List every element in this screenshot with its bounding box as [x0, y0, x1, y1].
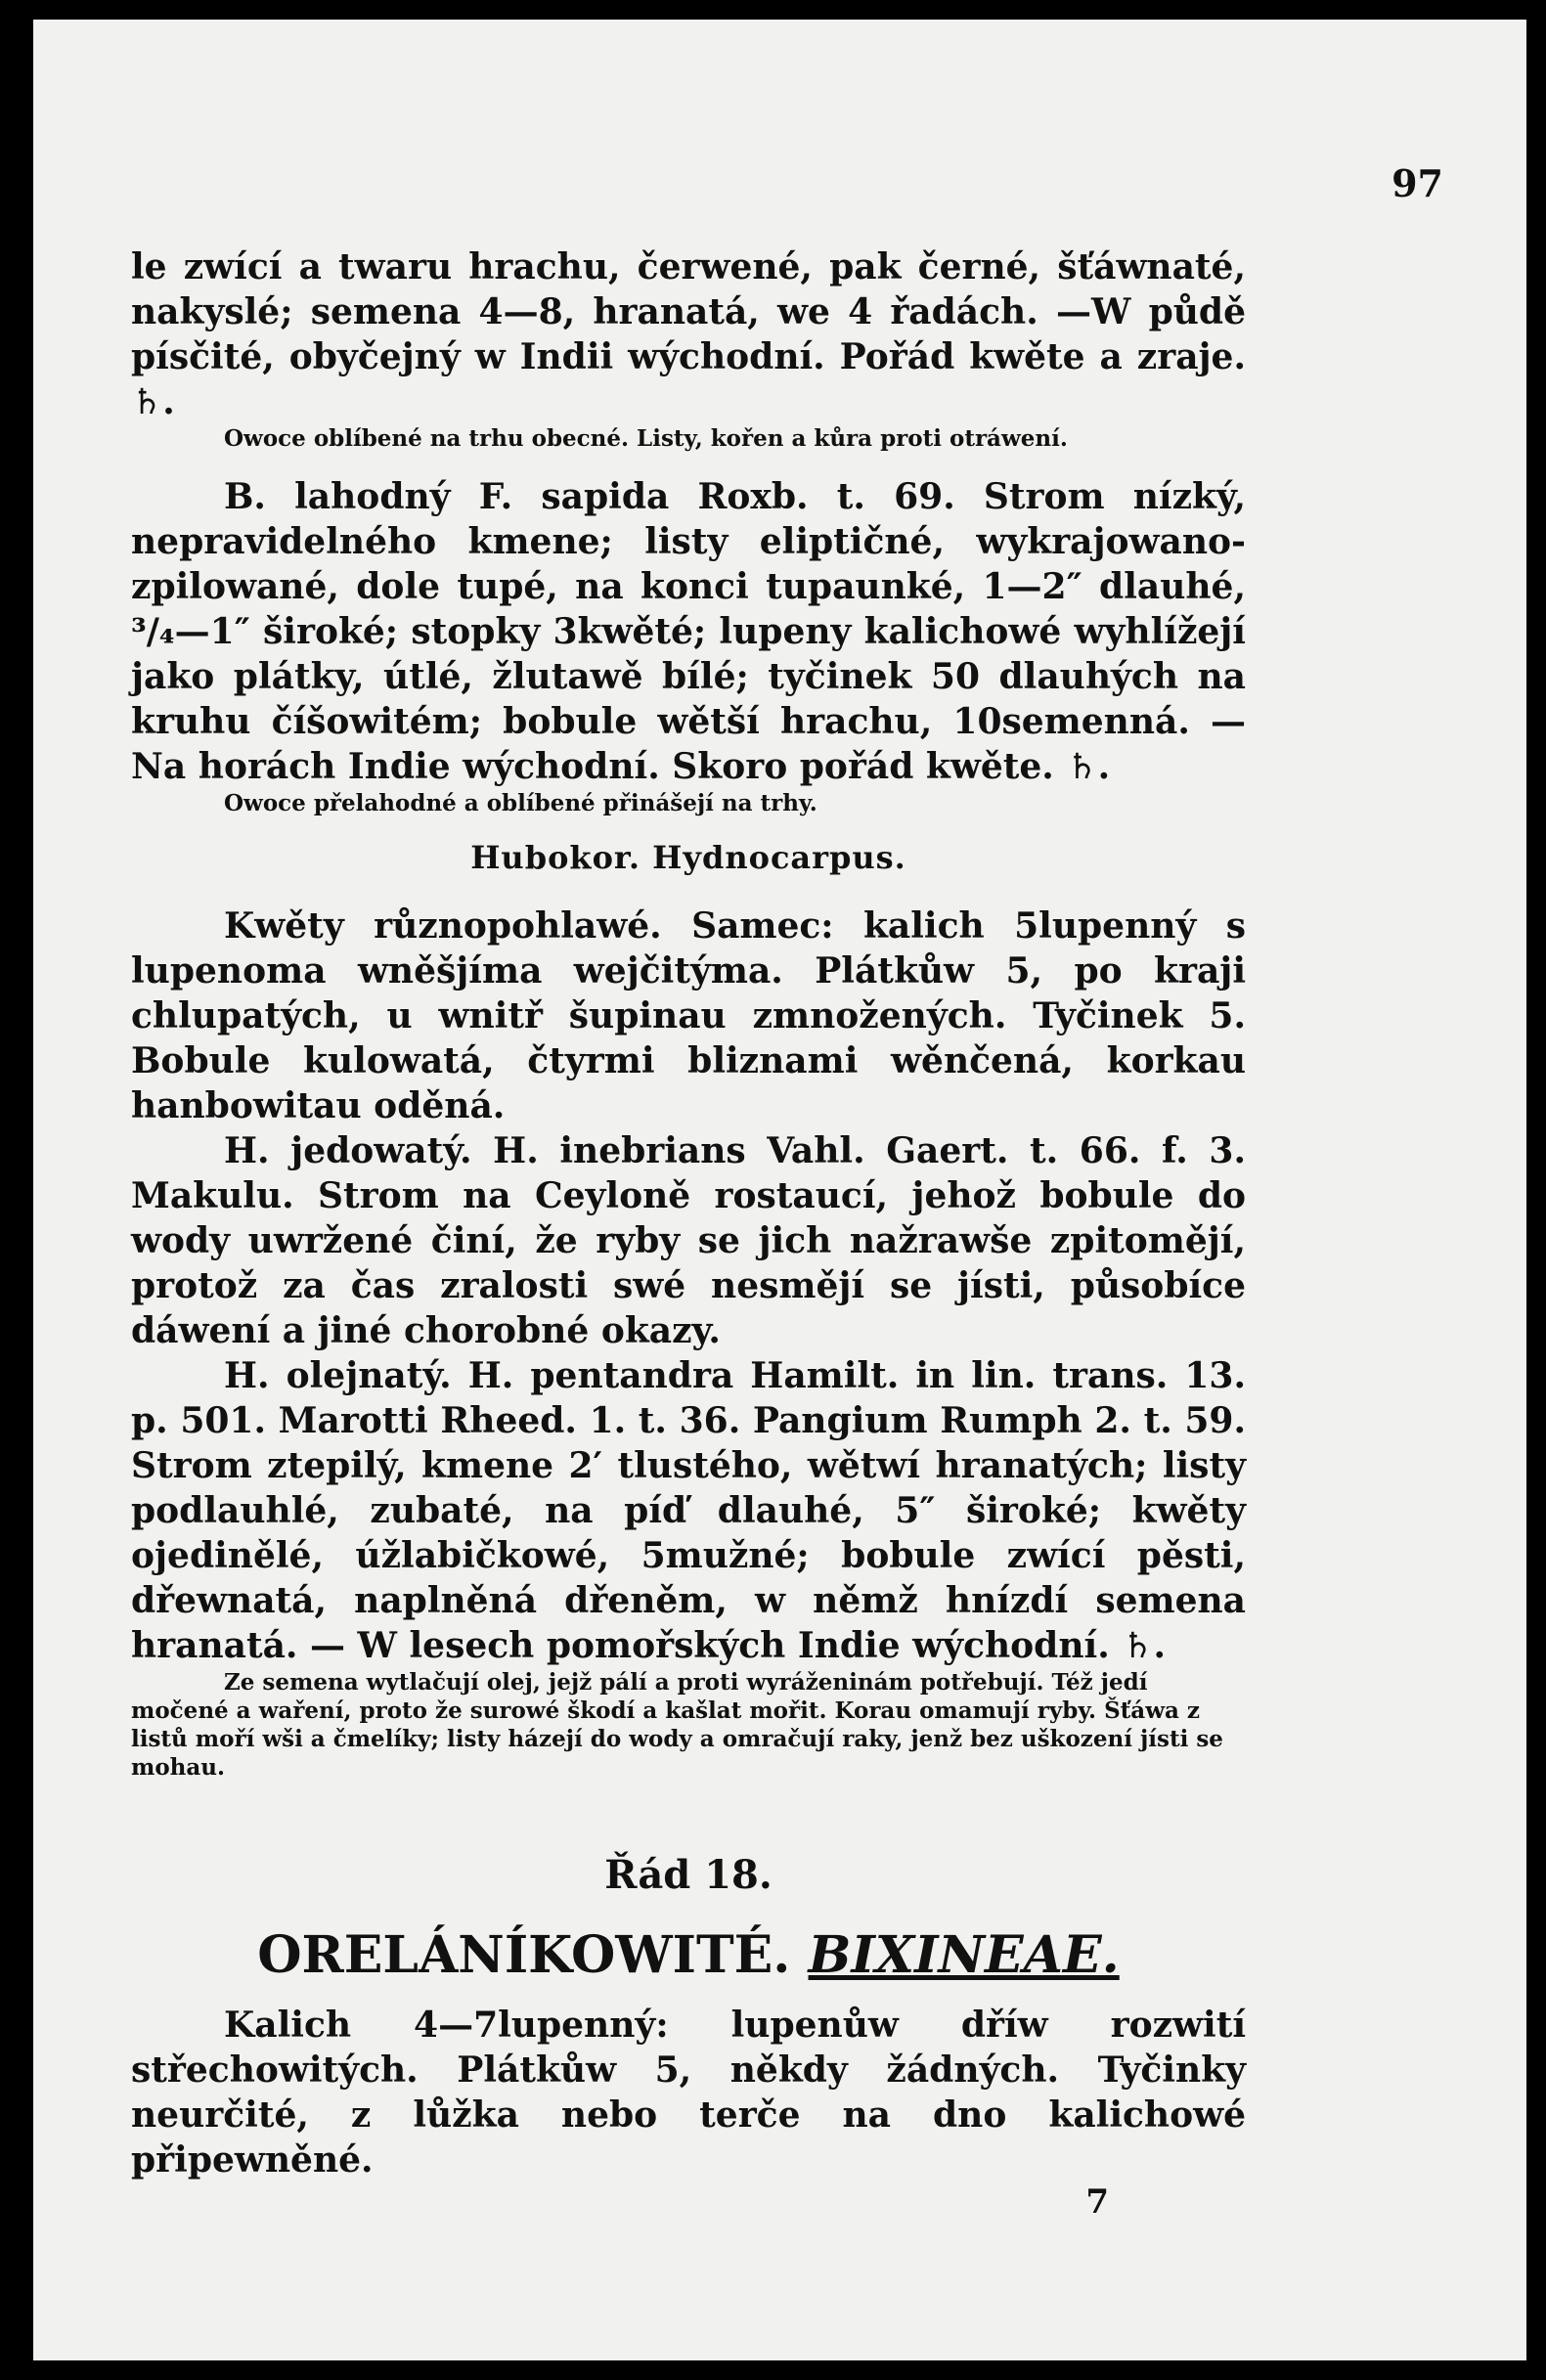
page-text [131, 244, 1246, 2222]
book-page [33, 20, 1526, 2360]
note-small: Owoce přelahodné a oblíbené přinášejí na trhy. [224, 790, 817, 816]
signature-mark: 7 [1085, 2182, 1109, 2222]
genus-heading: Hubokor. Hydnocarpus. [470, 839, 906, 876]
order-title: Řád 18. [604, 1852, 773, 1898]
family-latin-name: BIXINEAE. [808, 1925, 1120, 1985]
family-description: Kalich 4—7lupenný: lupenůw dříw rozwití střechowitých. Plátkůw 5, někdy žádných. Tyčinky neurčité, z lůžka nebo terče na dno kalichowé připewněné. [131, 2005, 1246, 2181]
family-title [131, 1925, 1246, 1985]
genus-description: Kwěty různopohlawé. Samec: kalich 5lupenný s lupenoma wněšjíma wejčitýma. Plátkůw 5, po kraji chlupatých, u wnitř šupinau zmnožených. Tyčinek 5. Bobule kulowatá, čtyrmi bliznami wěnčená, korkau hanbowitau oděná. [131, 905, 1246, 1126]
page-number: 97 [1391, 161, 1443, 205]
note-small: Owoce oblíbené na trhu obecné. Listy, kořen a kůra proti otráwení. [224, 425, 1068, 452]
paragraph-continuation: le zwící a twaru hrachu, čerwené, pak černé, šťáwnaté, nakyslé; semena 4—8, hranatá, we 4 řadách. —W půdě písčité, obyčejný w Indii wýchodní. Pořád kwěte a zraje. ♄. [131, 246, 1246, 422]
species-entry: H. olejnatý. H. pentandra Hamilt. in lin. trans. 13. p. 501. Marotti Rheed. 1. t. 36. Pangium Rumph 2. t. 59. Strom ztepilý, kmene 2′ tlustého, wětwí hranatých; listy podlauhlé, zubaté, na píď dlauhé, 5″ široké; kwěty ojedinělé, úžlabičkowé, 5mužné; bobule zwící pěsti, dřewnatá, naplněná dřeněm, w němž hnízdí semena hranatá. — W lesech pomořských Indie wýchodní. ♄. [131, 1355, 1246, 1666]
note-small: Ze semena wytlačují olej, jejž pálí a proti wyráženinám potřebují. Též jedí močené a waření, proto že surowé škodí a kašlat mořit. Korau omamují ryby. Šťáwa z listů moří wši a čmelíky; listy házejí do wody a omračují raky, jenž bez uškození jísti se mohau. [131, 1669, 1223, 1781]
family-czech-name: ORELÁNÍKOWITÉ. [257, 1925, 791, 1985]
species-entry: B. lahodný F. sapida Roxb. t. 69. Strom nízký, nepravidelného kmene; listy eliptičné, wykrajowano-zpilowané, dole tupé, na konci tupaunké, 1—2″ dlauhé, ³/₄—1″ široké; stopky 3kwěté; lupeny kalichowé wyhlížejí jako plátky, útlé, žlutawě bílé; tyčinek 50 dlauhých na kruhu číšowitém; bobule wětší hrachu, 10semenná. — Na horách Indie wýchodní. Skoro pořád kwěte. ♄. [131, 476, 1246, 787]
species-entry: H. jedowatý. H. inebrians Vahl. Gaert. t. 66. f. 3. Makulu. Strom na Ceyloně rostaucí, jehož bobule do wody uwržené činí, že ryby se jich nažrawše zpitomějí, protož za čas zralosti swé nesmějí se jísti, působíce dáwení a jiné chorobné okazy. [131, 1130, 1246, 1351]
